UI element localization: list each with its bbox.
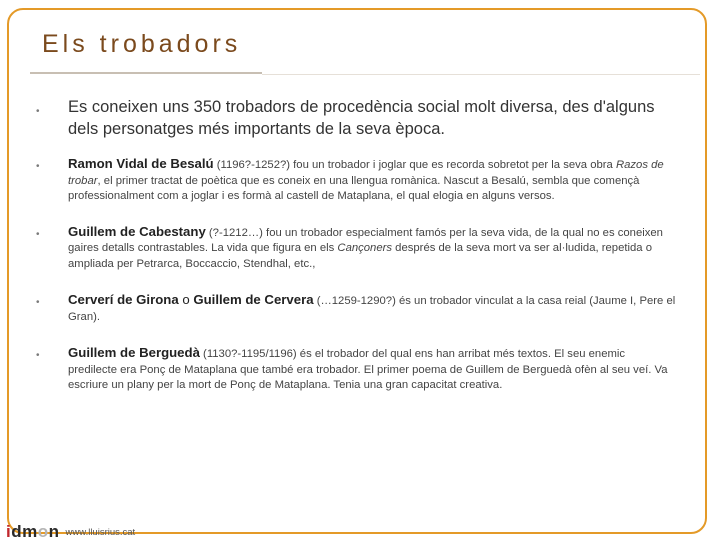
bullet-icon: • <box>36 350 40 361</box>
bullet-icon: • <box>36 161 40 172</box>
bullet-item-1 <box>36 96 676 140</box>
work-title: Cançoners <box>337 242 393 254</box>
work-title: Razos de trobar <box>68 159 664 187</box>
bullet-item-2 <box>36 156 676 205</box>
bullet-text: (1130?-1195/1196) és el trobador del qual ens han arribat més textos. El seu enemic predilecte era Ponç de Mataplana que també era trobador. El primer poema de Guillem de Berguedà ofèn al seu veí. Va escriure un plany per la mort de Ponç de Mataplana. Tenia una gran capacitat creativa. <box>68 348 668 391</box>
bullet-text: (…1259-1290?) és un trobador vinculat a la casa reial (Jaume I, Pere el Gran). <box>68 295 676 323</box>
website-url: www.lluisrius.cat <box>65 526 136 538</box>
troubadour-name: Guillem de Berguedà <box>68 345 200 360</box>
slide-title: Els trobadors <box>42 30 242 58</box>
footer <box>6 524 135 540</box>
bullet-item-5 <box>36 345 676 394</box>
bullet-list <box>36 96 676 394</box>
title-divider <box>262 74 700 75</box>
troubadour-name: Guillem de Cervera <box>193 292 314 307</box>
title-underline <box>30 72 262 74</box>
bullet-text: (?-1212…) fou un trobador especialment famós per la seva vida, de la qual no es coneixen gaires detalls contrastables. La vida que figura en els <box>68 226 663 254</box>
idmon-logo: idmon <box>6 522 60 541</box>
troubadour-name: Ramon Vidal de Besalú <box>68 156 214 171</box>
bullet-text: després de la seva mort va ser al·ludida, repetida o ampliada per Petrarca, Boccaccio, Stendhal, etc., <box>68 242 653 270</box>
bullet-icon: • <box>36 297 40 308</box>
bullet-text: (1196?-1252?) fou un trobador i joglar que es recorda sobretot per la seva obra <box>213 159 616 171</box>
troubadour-name: Cerverí de Girona <box>68 292 179 307</box>
bullet-text: , el primer tractat de poètica que es coneix en una llengua romànica. Nascut a Besalú, sembla que començà professionalment com a joglar i es formà al castell de Mataplana, el qual elogia en alguns versos. <box>68 174 640 202</box>
bullet-icon: • <box>36 106 40 117</box>
bullet-item-3 <box>36 224 676 273</box>
troubadour-name: Guillem de Cabestany <box>68 223 206 239</box>
bullet-icon: • <box>36 228 40 240</box>
bullet-item-4 <box>36 292 676 325</box>
bullet-conjunction: o <box>178 292 194 307</box>
bullet-text: Es coneixen uns 350 trobadors de procedència social molt diversa, des d'alguns dels personatges més importants de la seva època. <box>68 98 655 138</box>
